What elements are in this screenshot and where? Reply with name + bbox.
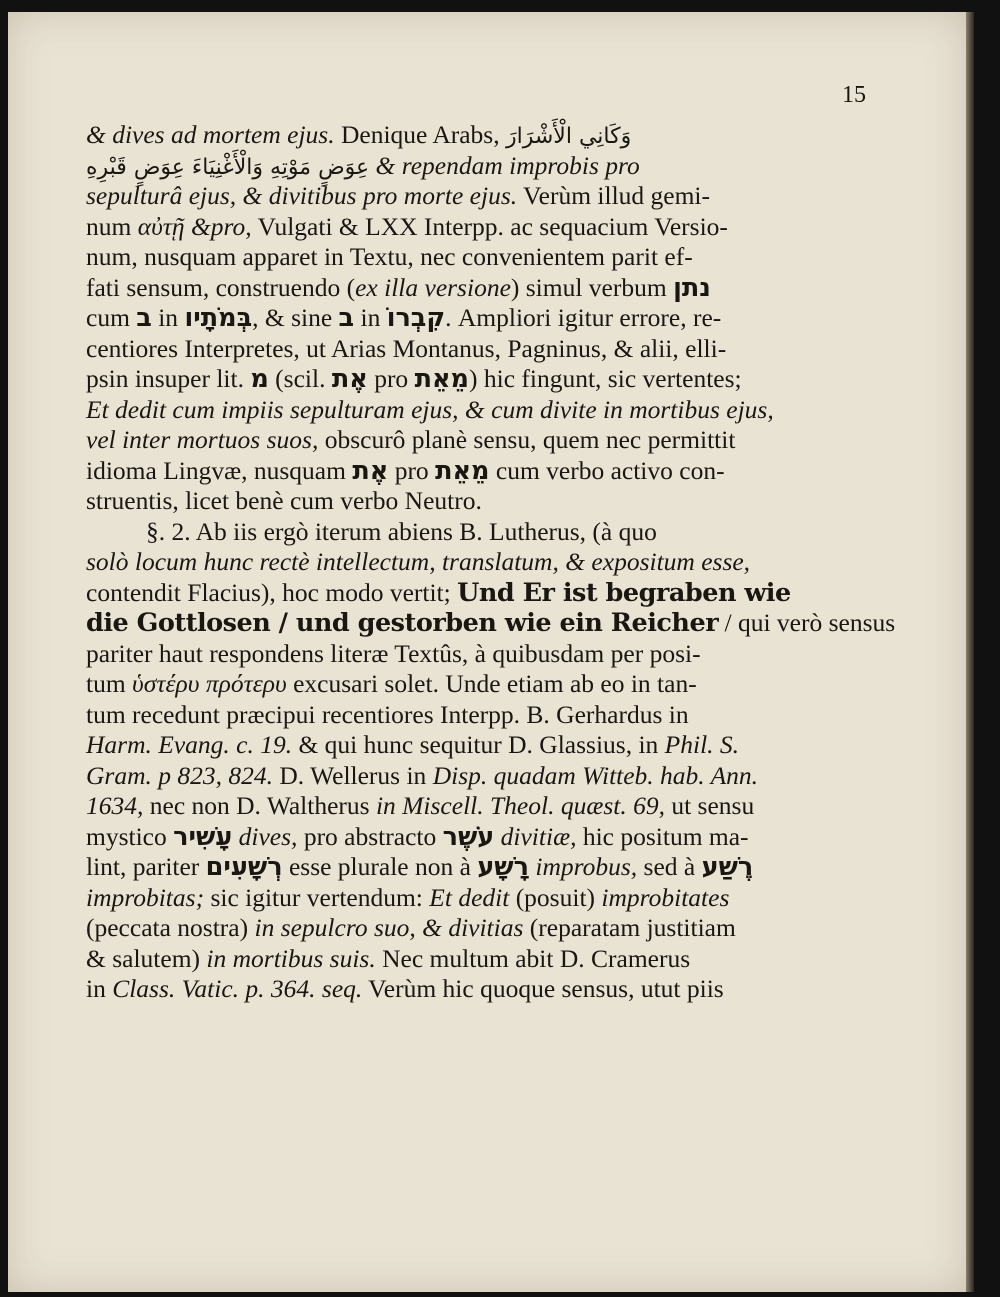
- fraktur-text: die Gottlosen / und gestorben wie ein Reicher: [86, 608, 719, 638]
- text-run: centiores Interpretes, ut Arias Montanus, Pagninus, & alii, elli-: [86, 333, 727, 363]
- text-line: [86, 669, 876, 700]
- text-run: 1634,: [86, 791, 144, 820]
- hebrew-word: עֹשֶׁר: [442, 821, 495, 852]
- text-run: in: [354, 303, 387, 332]
- text-run: Phil. S.: [664, 730, 740, 759]
- text-line: [86, 425, 876, 456]
- text-line: [86, 120, 876, 151]
- text-run: in sepulcro suo, & divitias: [254, 913, 524, 942]
- text-line: [86, 791, 876, 822]
- text-run: ) simul verbum: [510, 272, 674, 302]
- page-edge: [966, 12, 974, 1292]
- text-run: obscurô planè sensu, quem nec permittit: [318, 425, 736, 454]
- hebrew-word: רָשָׁע: [477, 852, 529, 882]
- text-run: ut sensu: [664, 791, 755, 820]
- text-run: Denique Arabs,: [334, 120, 506, 149]
- text-line: [86, 974, 876, 1005]
- text-run: αὐτῇ &pro,: [137, 211, 252, 241]
- hebrew-word: בְּמֹתָיו: [184, 303, 253, 333]
- text-run: sic igitur vertendum:: [204, 882, 430, 912]
- text-run: Verùm illud gemi-: [517, 181, 711, 210]
- text-line: [86, 334, 876, 365]
- text-line: [86, 486, 876, 517]
- text-run: Gram. p 823, 824.: [86, 760, 274, 790]
- text-run: pariter haut respondens literæ Textûs, à quibusdam per posi-: [86, 638, 701, 668]
- text-run: cum verbo activo con-: [489, 455, 725, 485]
- hebrew-word: רֶשַׁע: [701, 852, 754, 882]
- text-line: [86, 242, 876, 273]
- hebrew-word: ב: [136, 303, 152, 333]
- text-run: . Ampliori igitur errore, re-: [445, 303, 722, 332]
- text-run: in: [86, 974, 113, 1003]
- text-run: & dives ad mortem ejus.: [86, 120, 335, 149]
- text-run: & qui hunc sequitur D. Glassius, in: [292, 730, 665, 759]
- hebrew-word: אֶת: [331, 364, 368, 394]
- text-line: [86, 456, 876, 487]
- arabic-text: عِوَضٍ مَوْتِهِ وَالْأَغْنِيَاءَ عِوَضٍ قَبْرِهِ: [86, 154, 370, 180]
- text-line: [86, 212, 876, 243]
- text-run: pro abstracto: [297, 821, 443, 851]
- text-line: [86, 700, 876, 731]
- text-run: sed à: [637, 852, 702, 881]
- text-line: [86, 547, 876, 578]
- text-line: [86, 578, 876, 609]
- text-line: [86, 364, 876, 395]
- hebrew-word: רְשָׁעִים: [205, 852, 283, 882]
- text-run: (peccata nostra): [86, 913, 255, 942]
- text-run: / qui verò sensus: [718, 608, 896, 637]
- text-run: psin insuper lit.: [86, 364, 251, 393]
- text-run: solò locum hunc rectè intellectum, translatum, & expositum esse,: [86, 547, 751, 576]
- text-run: num, nusquam apparet in Textu, nec convenientem parit ef-: [86, 242, 693, 271]
- text-run: Class. Vatic. p. 364. seq.: [112, 974, 363, 1003]
- text-run: cum: [86, 303, 137, 332]
- text-line: [86, 181, 876, 212]
- text-line: [86, 273, 876, 304]
- text-line: [86, 395, 876, 426]
- hebrew-word: מֵאֵת: [414, 364, 469, 394]
- hebrew-word: אֶת: [352, 455, 389, 486]
- text-run: & rependam improbis pro: [369, 150, 640, 180]
- text-run: sepulturâ ejus, & divitibus pro morte ejus.: [86, 181, 518, 210]
- text-run: in mortibus suis.: [206, 943, 376, 973]
- text-run: nec non D. Waltherus: [143, 791, 376, 820]
- text-run: divitiæ,: [494, 821, 577, 851]
- text-line: [86, 761, 876, 792]
- text-line: [86, 944, 876, 975]
- book-page: [8, 12, 966, 1292]
- text-run: Et dedit: [429, 882, 510, 912]
- hebrew-word: עָשִׁיר: [173, 821, 233, 852]
- text-run: hic positum ma-: [576, 821, 749, 851]
- arabic-text: وَكَانِي الْأَشْرَارَ: [505, 124, 632, 149]
- text-run: Et dedit cum impiis sepulturam ejus, & cum divite in mortibus ejus,: [86, 394, 774, 424]
- text-run: vel inter mortuos suos,: [86, 425, 319, 454]
- text-run: D. Wellerus in: [273, 760, 433, 790]
- hebrew-word: נתן: [673, 272, 711, 303]
- text-line: [86, 822, 876, 853]
- text-run: Harm. Evang. c. 19.: [86, 730, 293, 759]
- text-run: lint, pariter: [86, 852, 206, 881]
- body-text: [86, 120, 896, 1005]
- text-run: Vulgati & LXX Interpp. ac sequacium Versio-: [251, 211, 728, 241]
- page-number: 15: [842, 82, 866, 108]
- text-run: (reparatam justitiam: [523, 913, 736, 942]
- hebrew-word: מֵאֵת: [435, 455, 490, 486]
- text-line: [86, 151, 876, 182]
- text-run: num: [86, 211, 138, 241]
- text-run: pro: [367, 364, 415, 393]
- text-line: [86, 608, 896, 639]
- text-run: ὑστέρυ πρότερυ: [132, 669, 287, 698]
- text-run: mystico: [86, 821, 174, 851]
- text-run: esse plurale non à: [282, 852, 478, 881]
- text-run: fati sensum, construendo (: [86, 272, 356, 302]
- text-run: tum recedunt præcipui recentiores Interpp. B. Gerhardus in: [86, 699, 689, 729]
- text-line: [86, 852, 876, 883]
- text-run: , & sine: [252, 303, 339, 332]
- text-run: pro: [388, 455, 436, 485]
- text-line: [86, 303, 876, 334]
- text-line: [86, 730, 876, 761]
- text-run: excusari solet. Unde etiam ab eo in tan-: [286, 669, 697, 698]
- text-run: improbus,: [529, 852, 638, 881]
- text-run: struentis, licet benè cum verbo Neutro.: [86, 486, 482, 515]
- text-line: [86, 517, 876, 548]
- text-run: in Miscell. Theol. quæst. 69,: [375, 791, 665, 820]
- text-run: contendit Flacius), hoc modo vertit;: [86, 577, 458, 607]
- fraktur-text: Und Er ist begraben wie: [457, 577, 791, 608]
- text-run: improbitas;: [86, 882, 205, 912]
- hebrew-word: קִבְרוֹ: [386, 303, 446, 333]
- text-run: (scil.: [268, 364, 332, 393]
- text-run: & salutem): [86, 943, 207, 973]
- text-line: [86, 639, 876, 670]
- text-run: §. 2. Ab iis ergò iterum abiens B. Lutherus, (à quo: [146, 516, 657, 546]
- text-run: Nec multum abit D. Cramerus: [375, 943, 691, 973]
- text-run: Verùm hic quoque sensus, utut piis: [362, 974, 724, 1003]
- text-run: (posuit): [509, 882, 602, 912]
- text-run: dives,: [232, 821, 298, 851]
- text-run: tum: [86, 669, 133, 698]
- text-run: ) hic fingunt, sic vertentes;: [469, 364, 742, 393]
- text-run: idioma Lingvæ, nusquam: [86, 455, 353, 485]
- hebrew-word: מ: [250, 364, 269, 394]
- text-run: Disp. quadam Witteb. hab. Ann.: [432, 760, 759, 790]
- text-line: [86, 883, 876, 914]
- hebrew-word: ב: [338, 303, 355, 333]
- text-run: ex illa versione: [355, 272, 511, 302]
- text-run: improbitates: [601, 882, 730, 912]
- text-line: [86, 913, 876, 944]
- text-run: in: [151, 303, 185, 332]
